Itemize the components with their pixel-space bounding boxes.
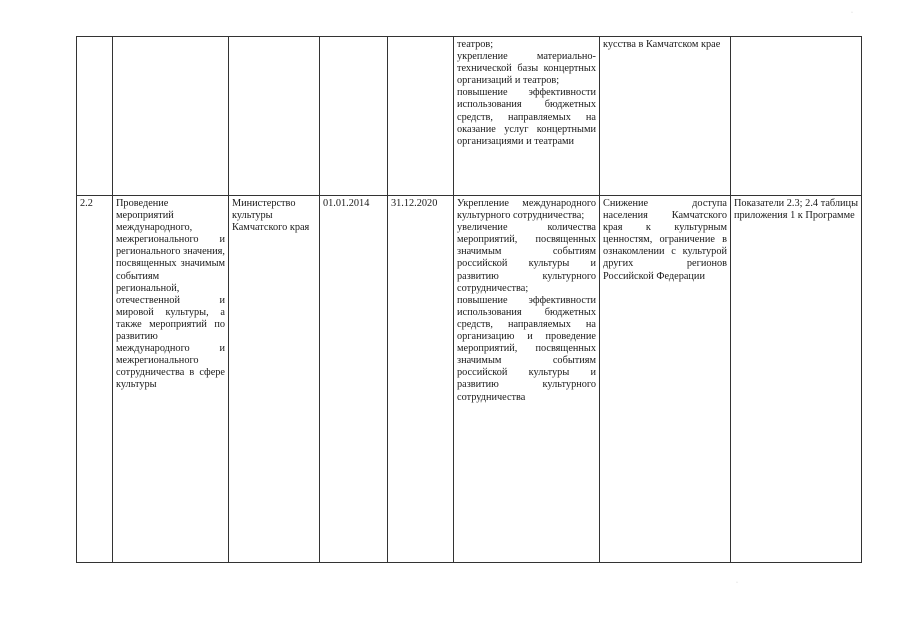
measure-cell: Проведение мероприятий международного, межрегионального и регионального значения, посвященных значимым событиям региональной, отечественной и мировой культуры, а также мероприятий по развитию международного и межрегионального сотрудничества в сфере культуры <box>113 196 229 563</box>
end-date-cell: 31.12.2020 <box>388 196 454 563</box>
consequence-cell: Снижение доступа населения Камчатского края к культурным ценностям, ограничение в ознакомлении с культурой других регионов Российской Федерации <box>600 196 731 563</box>
end-date-cell <box>388 37 454 196</box>
measure-cell <box>113 37 229 196</box>
scan-speck: · <box>851 10 853 16</box>
program-measures-table <box>76 36 862 563</box>
indicator-link-cell <box>731 37 862 196</box>
table-row <box>77 196 862 563</box>
start-date-cell <box>320 37 388 196</box>
expected-result-cell: театров; укрепление материально-технической базы концертных организаций и театров; повышение эффективности использования бюджетных средств, направляемых на оказание услуг концертными организациями и театрами <box>454 37 600 196</box>
row-number-cell: 2.2 <box>77 196 113 563</box>
row-number-cell <box>77 37 113 196</box>
table-row <box>77 37 862 196</box>
start-date-cell: 01.01.2014 <box>320 196 388 563</box>
indicator-link-cell: Показатели 2.3; 2.4 таблицы приложения 1 к Программе <box>731 196 862 563</box>
consequence-cell: кусства в Камчатском крае <box>600 37 731 196</box>
executor-cell <box>229 37 320 196</box>
executor-cell: Министерство культуры Камчатского края <box>229 196 320 563</box>
expected-result-cell: Укрепление международного культурного сотрудничества; увеличение количества мероприятий, посвященных значимым событиям российской культуры и развитию культурного сотрудничества; повышение эффективности использования бюджетных средств, направляемых на организацию и проведение мероприятий, посвященных значимым событиям российской культуры и развитию культурного сотрудничества <box>454 196 600 563</box>
scan-speck: · <box>736 580 738 586</box>
